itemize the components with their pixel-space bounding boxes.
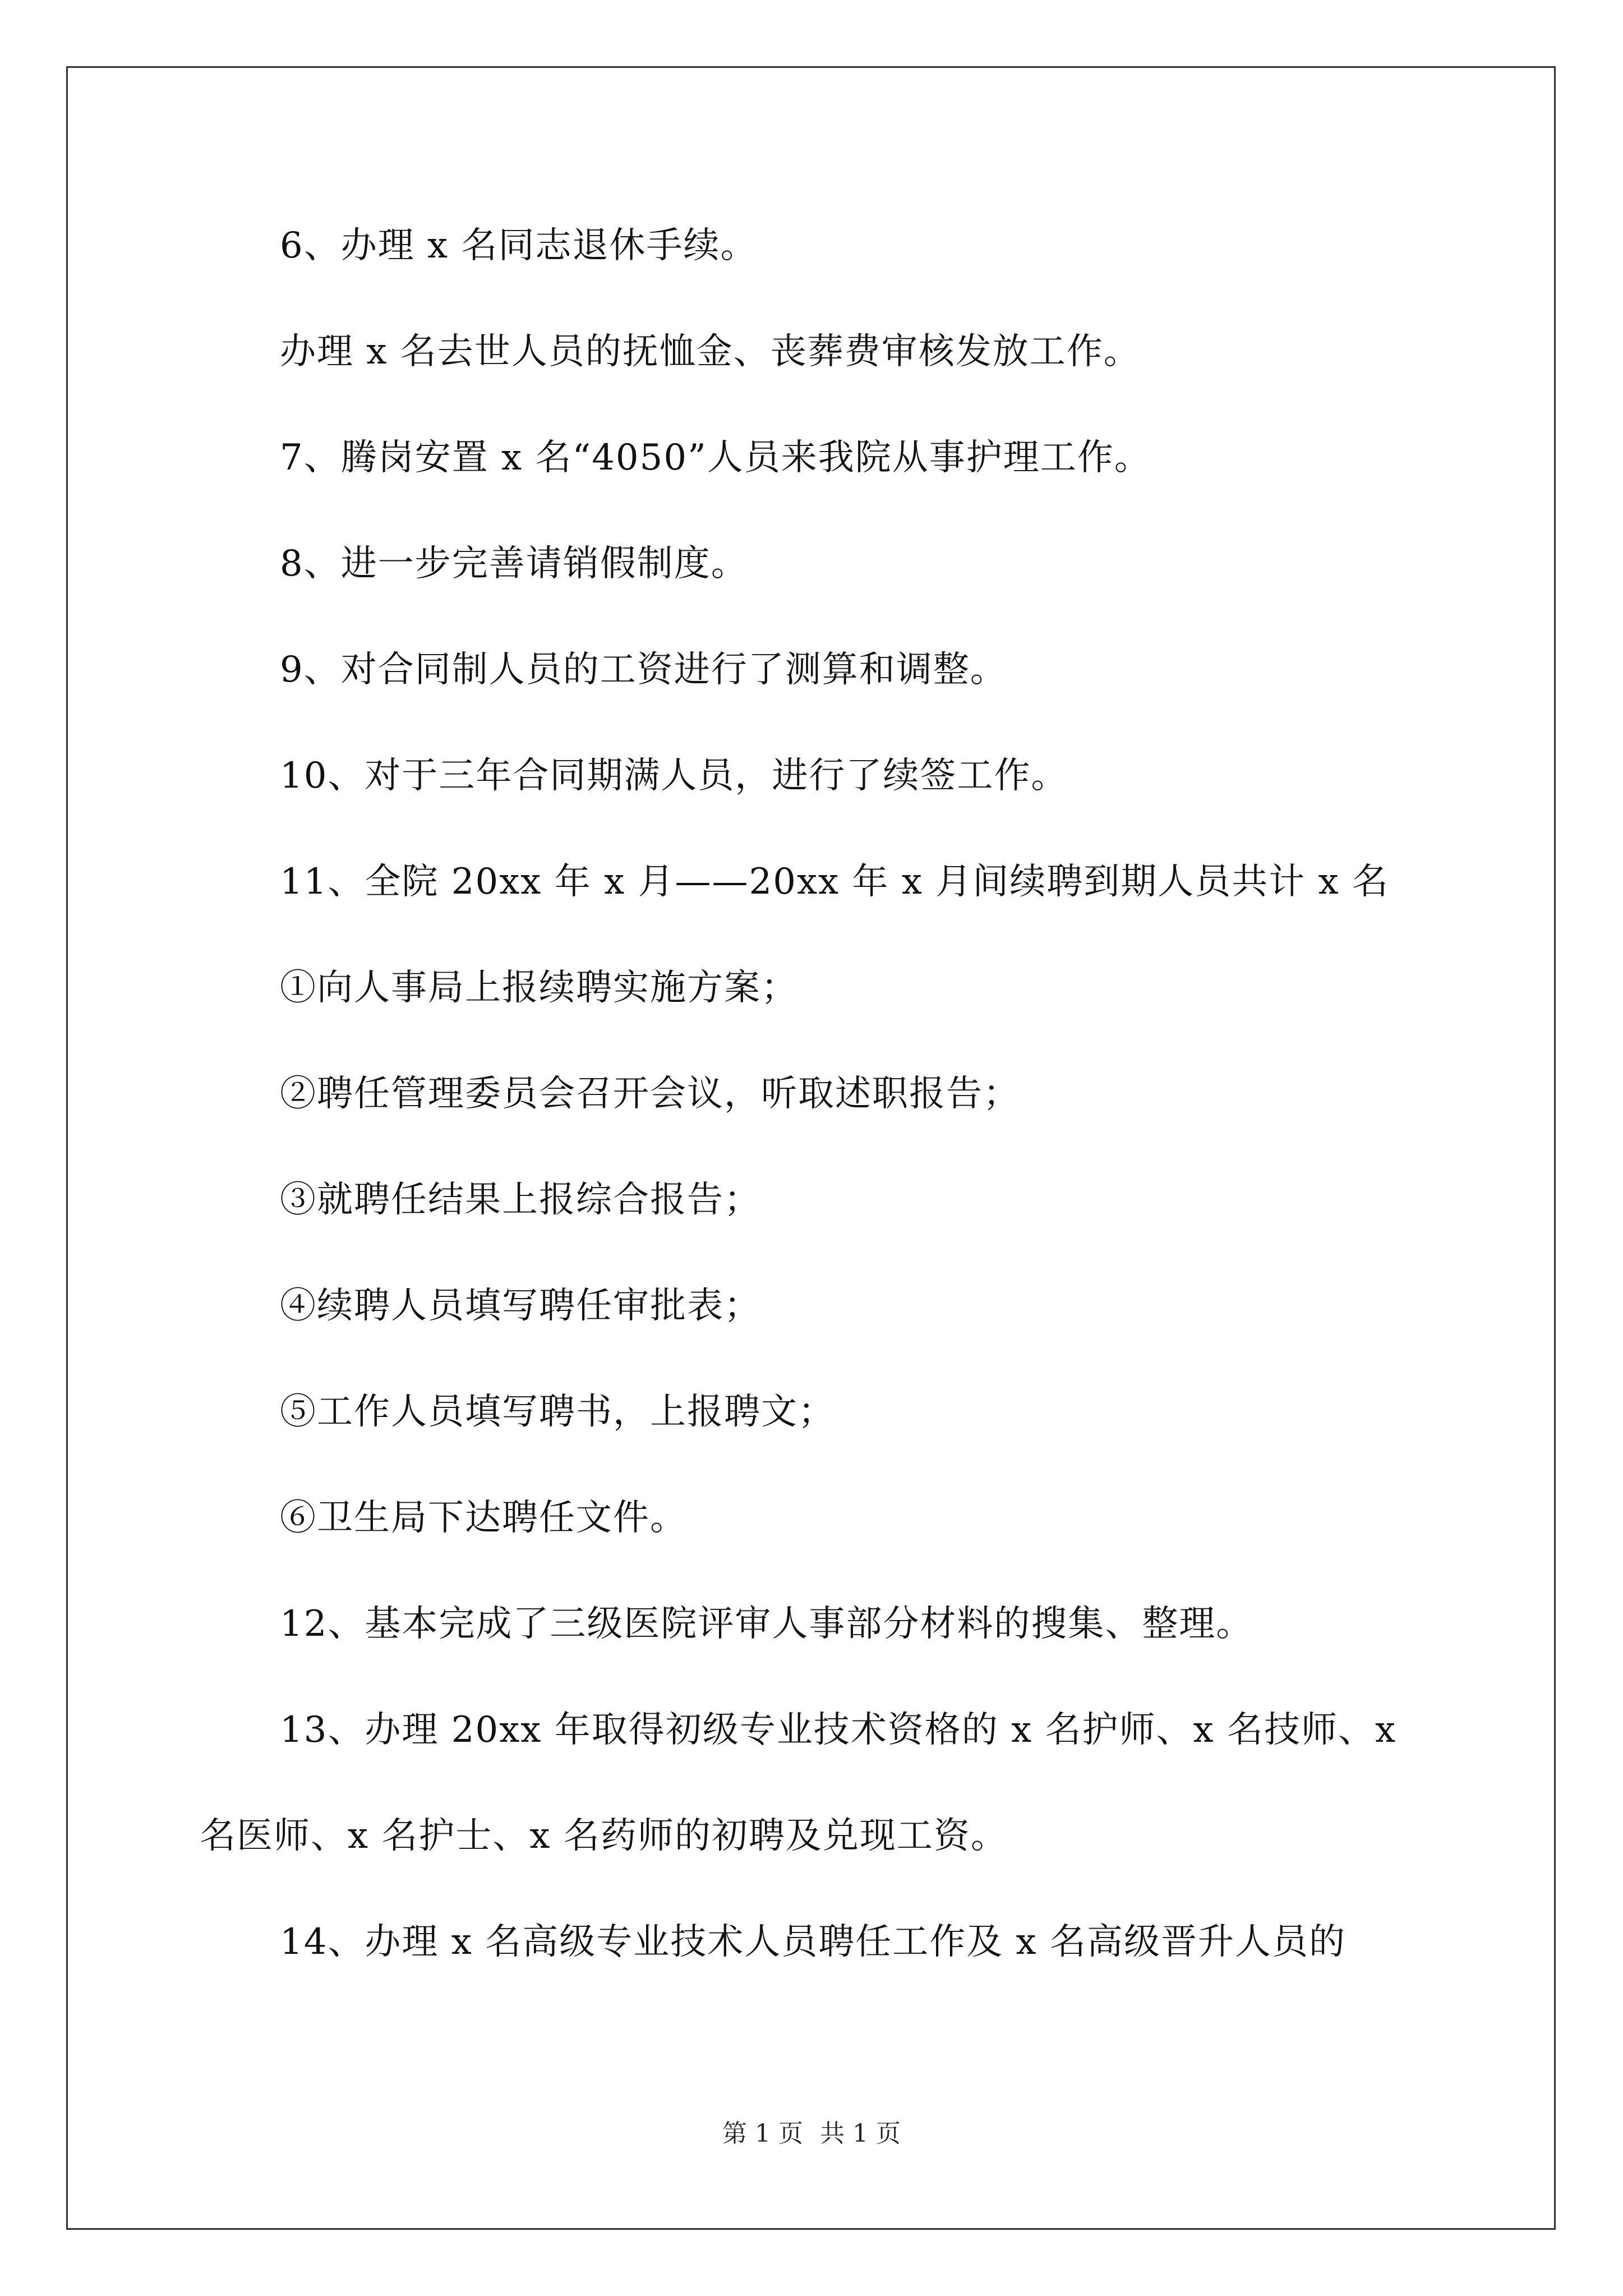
paragraph-8: 8、进一步完善请销假制度。 [280, 543, 748, 585]
paragraph-14: 14、办理 x 名高级专业技术人员聘任工作及 x 名高级晋升人员的 [280, 1921, 1346, 1963]
paragraph-12: 12、基本完成了三级医院评审人事部分材料的搜集、整理。 [280, 1603, 1253, 1645]
page-footer [0, 2118, 1623, 2150]
paragraph-9: 9、对合同制人员的工资进行了测算和调整。 [280, 649, 1007, 691]
page-number: 第 1 页 [722, 2119, 803, 2148]
paragraph-10: 10、对于三年合同期满人员，进行了续签工作。 [280, 755, 1068, 797]
list-item-4: ④续聘人员填写聘任审批表； [280, 1285, 761, 1327]
page-total: 共 1 页 [820, 2119, 901, 2148]
paragraph-6-continued: 办理 x 名去世人员的抚恤金、丧葬费审核发放工作。 [280, 331, 1141, 372]
paragraph-13-line-2: 名医师、x 名护士、x 名药师的初聘及兑现工资。 [200, 1815, 1008, 1857]
list-item-1: ①向人事局上报续聘实施方案； [280, 967, 798, 1009]
list-item-6: ⑥卫生局下达聘任文件。 [280, 1497, 687, 1539]
paragraph-11: 11、全院 20xx 年 x 月——20xx 年 x 月间续聘到期人员共计 x 名 [280, 861, 1390, 903]
list-item-3: ③就聘任结果上报综合报告； [280, 1179, 761, 1221]
list-item-2: ②聘任管理委员会召开会议，听取述职报告； [280, 1073, 1020, 1115]
paragraph-13-line-1: 13、办理 20xx 年取得初级专业技术资格的 x 名护师、x 名技师、x [280, 1709, 1397, 1751]
paragraph-13 [200, 1703, 1490, 1863]
paragraph-6: 6、办理 x 名同志退休手续。 [280, 225, 758, 266]
document-body [200, 219, 1490, 2021]
paragraph-7: 7、腾岗安置 x 名“4050”人员来我院从事护理工作。 [280, 437, 1151, 478]
list-item-5: ⑤工作人员填写聘书，上报聘文； [280, 1391, 835, 1433]
